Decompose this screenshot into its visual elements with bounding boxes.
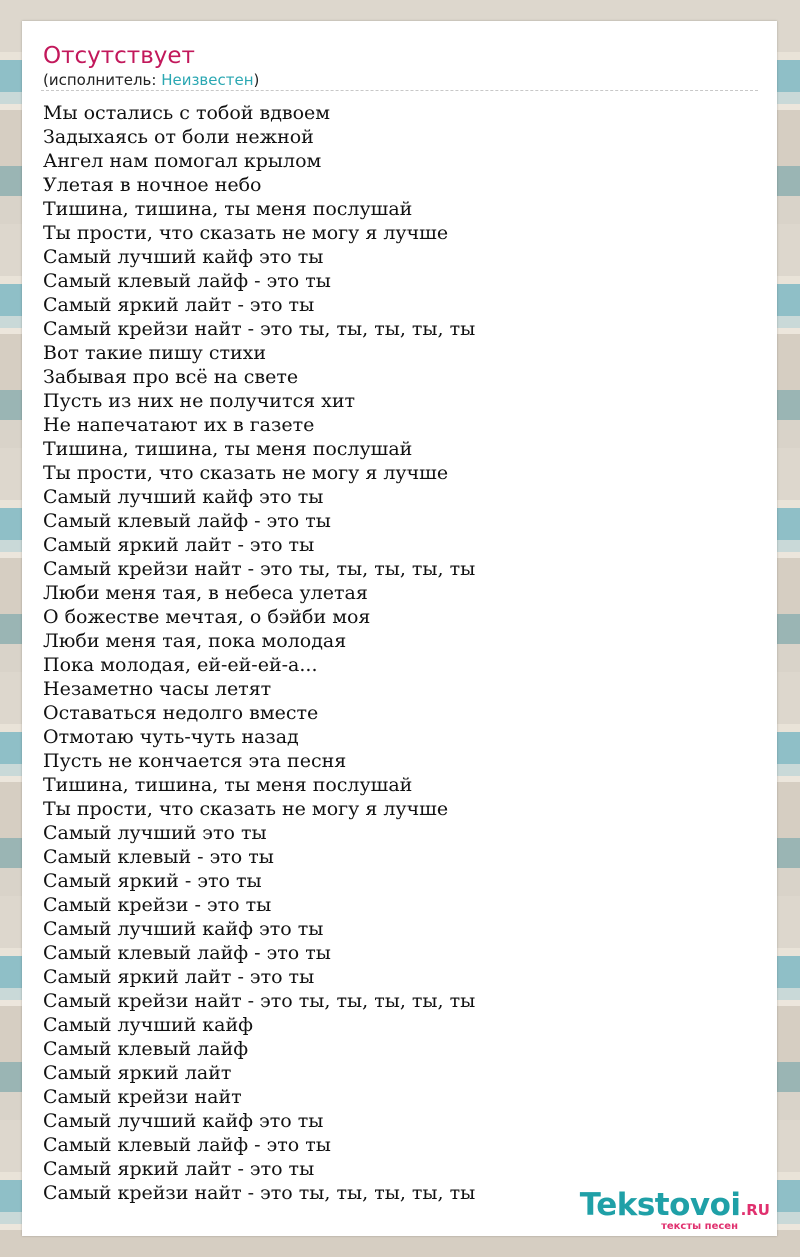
lyric-line: Тишина, тишина, ты меня послушай [43, 438, 413, 460]
lyric-line: Ты прости, что сказать не могу я лучше [43, 222, 449, 244]
lyric-line: Задыхаясь от боли нежной [43, 126, 314, 148]
logo-name: Tekstovoi [579, 1187, 741, 1223]
site-logo[interactable] [580, 1188, 770, 1232]
lyric-line: Отмотаю чуть-чуть назад [43, 726, 299, 748]
lyric-line: Мы остались с тобой вдвоем [43, 102, 331, 124]
lyric-line: Ты прости, что сказать не могу я лучше [43, 798, 449, 820]
lyrics-card [22, 21, 777, 1236]
lyric-line: Самый крейзи найт - это ты, ты, ты, ты, ты [43, 558, 476, 580]
artist-prefix: (исполнитель: [43, 71, 162, 89]
lyric-line: Оставаться недолго вместе [43, 702, 319, 724]
lyric-line: Самый лучший кайф это ты [43, 486, 324, 508]
lyric-line: Самый лучший кайф это ты [43, 918, 324, 940]
lyric-line: Ты прости, что сказать не могу я лучше [43, 462, 449, 484]
lyric-line: Самый крейзи найт - это ты, ты, ты, ты, ты [43, 990, 476, 1012]
lyric-line: Самый яркий лайт - это ты [43, 294, 315, 316]
lyric-line: Ангел нам помогал крылом [43, 150, 322, 172]
logo-tld: .RU [740, 1201, 770, 1219]
song-title: Отсутствует [43, 43, 195, 69]
lyric-line: Самый лучший кайф [43, 1014, 254, 1036]
lyric-line: Самый крейзи найт - это ты, ты, ты, ты, ты [43, 318, 476, 340]
lyric-line: Пока молодая, ей-ей-ей-а... [43, 654, 318, 676]
lyric-line: Самый клевый лайф - это ты [43, 510, 331, 532]
lyric-line: Забывая про всё на свете [43, 366, 299, 388]
lyric-line: Самый клевый лайф - это ты [43, 942, 331, 964]
lyrics-text [43, 101, 475, 1205]
lyric-line: Незаметно часы летят [43, 678, 272, 700]
lyric-line: Тишина, тишина, ты меня послушай [43, 774, 413, 796]
lyric-line: О божестве мечтая, о бэйби моя [43, 606, 371, 628]
lyric-line: Самый яркий лайт - это ты [43, 1158, 315, 1180]
lyric-line: Люби меня тая, пока молодая [43, 630, 347, 652]
lyric-line: Самый лучший это ты [43, 822, 267, 844]
lyric-line: Самый яркий лайт [43, 1062, 232, 1084]
lyric-line: Самый крейзи найт [43, 1086, 242, 1108]
artist-link[interactable]: Неизвестен [161, 71, 254, 89]
lyric-line: Самый крейзи найт - это ты, ты, ты, ты, ты [43, 1182, 476, 1204]
title-divider [41, 90, 758, 91]
lyric-line: Пусть не кончается эта песня [43, 750, 347, 772]
lyric-line: Улетая в ночное небо [43, 174, 262, 196]
lyric-line: Люби меня тая, в небеса улетая [43, 582, 368, 604]
lyric-line: Пусть из них не получится хит [43, 390, 356, 412]
lyric-line: Не напечатают их в газете [43, 414, 315, 436]
lyric-line: Самый лучший кайф это ты [43, 246, 324, 268]
lyric-line: Самый лучший кайф это ты [43, 1110, 324, 1132]
artist-line [43, 71, 259, 89]
lyric-line: Самый клевый - это ты [43, 846, 274, 868]
logo-tagline: тексты песен [661, 1221, 738, 1232]
lyric-line: Самый яркий - это ты [43, 870, 262, 892]
lyric-line: Вот такие пишу стихи [43, 342, 267, 364]
lyric-line: Тишина, тишина, ты меня послушай [43, 198, 413, 220]
lyric-line: Самый яркий лайт - это ты [43, 534, 315, 556]
lyric-line: Самый яркий лайт - это ты [43, 966, 315, 988]
lyric-line: Самый клевый лайф - это ты [43, 270, 331, 292]
lyric-line: Самый крейзи - это ты [43, 894, 272, 916]
lyric-line: Самый клевый лайф - это ты [43, 1134, 331, 1156]
lyric-line: Самый клевый лайф [43, 1038, 249, 1060]
artist-suffix: ) [253, 71, 260, 89]
